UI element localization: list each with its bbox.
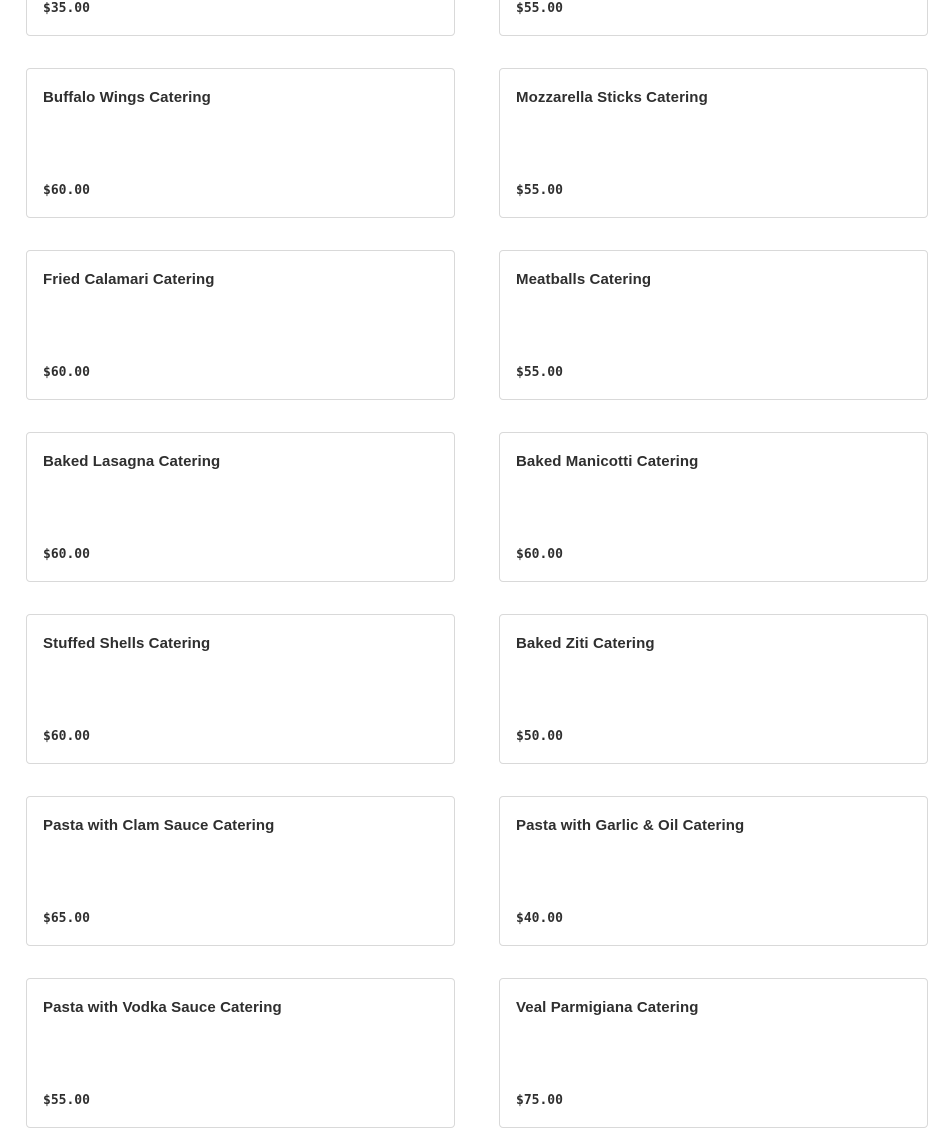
menu-item-name: Baked Manicotti Catering	[516, 453, 699, 470]
menu-item-price: $35.00	[43, 1, 90, 16]
menu-item-price: $60.00	[43, 365, 90, 380]
menu-item-name: Fried Calamari Catering	[43, 271, 215, 288]
menu-item-price: $60.00	[43, 547, 90, 562]
menu-item-price: $60.00	[516, 547, 563, 562]
menu-item-price: $55.00	[43, 1093, 90, 1108]
menu-item-price: $40.00	[516, 911, 563, 926]
menu-item-card[interactable]	[499, 68, 928, 218]
menu-item-name: Meatballs Catering	[516, 271, 652, 288]
menu-item-name: Mozzarella Sticks Catering	[516, 89, 708, 106]
menu-item-name: Pasta with Clam Sauce Catering	[43, 817, 275, 834]
menu-item-price: $55.00	[516, 365, 563, 380]
menu-item-card[interactable]	[499, 614, 928, 764]
menu-item-price: $60.00	[43, 729, 90, 744]
menu-item-card[interactable]	[26, 796, 455, 946]
menu-item-price: $55.00	[516, 1, 563, 16]
menu-item-card[interactable]	[26, 250, 455, 400]
menu-item-price: $60.00	[43, 183, 90, 198]
menu-item-card[interactable]	[26, 0, 455, 36]
menu-item-card[interactable]	[26, 432, 455, 582]
menu-item-card[interactable]	[499, 0, 928, 36]
menu-item-name: Pasta with Garlic & Oil Catering	[516, 817, 745, 834]
menu-item-price: $50.00	[516, 729, 563, 744]
menu-item-card[interactable]	[26, 68, 455, 218]
menu-item-name: Veal Parmigiana Catering	[516, 999, 699, 1016]
menu-item-card[interactable]	[499, 796, 928, 946]
menu-item-name: Baked Lasagna Catering	[43, 453, 221, 470]
menu-item-name: Stuffed Shells Catering	[43, 635, 211, 652]
menu-item-price: $55.00	[516, 183, 563, 198]
menu-item-card[interactable]	[26, 614, 455, 764]
menu-items-grid	[26, 0, 928, 1128]
menu-item-name: Baked Ziti Catering	[516, 635, 655, 652]
menu-item-name: Pasta with Vodka Sauce Catering	[43, 999, 282, 1016]
menu-item-name: Buffalo Wings Catering	[43, 89, 211, 106]
menu-item-price: $65.00	[43, 911, 90, 926]
menu-item-card[interactable]	[499, 432, 928, 582]
menu-item-card[interactable]	[499, 250, 928, 400]
menu-item-price: $75.00	[516, 1093, 563, 1108]
